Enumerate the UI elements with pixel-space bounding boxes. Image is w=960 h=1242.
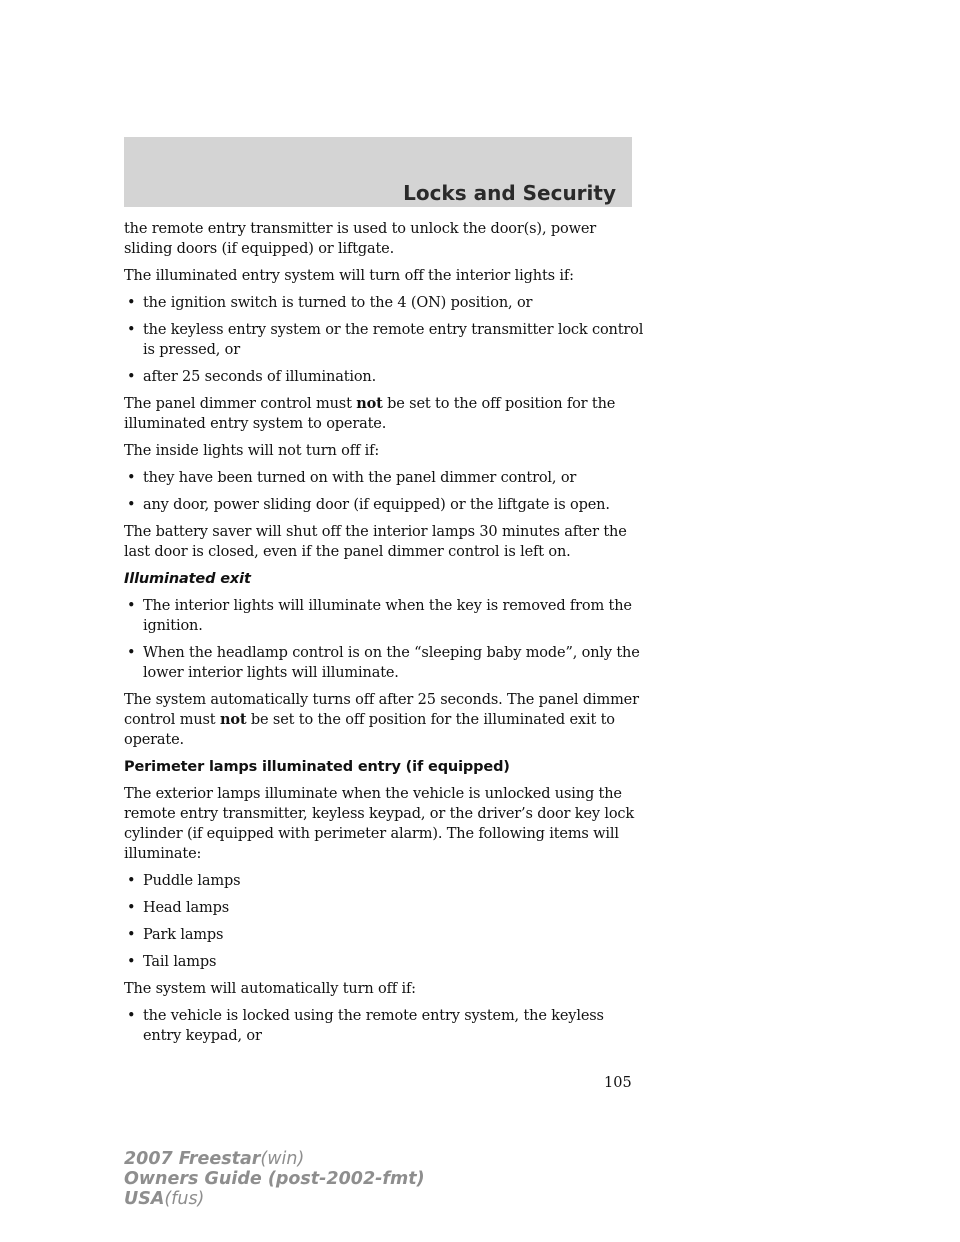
bullet-list	[124, 468, 644, 515]
footer	[124, 1149, 425, 1209]
section-title: Locks and Security	[403, 181, 616, 205]
list-item	[124, 367, 644, 387]
list-item-text: Puddle lamps	[143, 873, 241, 889]
bullet-list	[124, 1006, 644, 1046]
emphasis: not	[356, 395, 383, 412]
bullet-icon: •	[127, 873, 136, 889]
subheading: Illuminated exit	[124, 571, 251, 587]
list-item	[124, 871, 644, 891]
list-item	[124, 952, 644, 972]
list-item	[124, 320, 644, 360]
list-item-text: any door, power sliding door (if equipped) or the liftgate is open.	[143, 497, 610, 513]
bullet-list	[124, 293, 644, 387]
paragraph: The illuminated entry system will turn off the interior lights if:	[124, 268, 574, 284]
footer-line: USA(fus)	[124, 1189, 205, 1209]
paragraph: The inside lights will not turn off if:	[124, 443, 380, 459]
bullet-icon: •	[127, 322, 136, 338]
bullet-icon: •	[127, 470, 136, 486]
bullet-icon: •	[127, 1008, 136, 1024]
list-item-text: Tail lamps	[143, 954, 217, 970]
list-item	[124, 596, 644, 636]
bullet-icon: •	[127, 954, 136, 970]
list-item-text: the keyless entry system or the remote entry transmitter lock control is pressed, or	[143, 322, 644, 358]
bullet-icon: •	[127, 900, 136, 916]
bullet-icon: •	[127, 645, 136, 661]
list-item	[124, 495, 644, 515]
list-item-text: Park lamps	[143, 927, 224, 943]
list-item	[124, 293, 644, 313]
list-item-text: When the headlamp control is on the “sleeping baby mode”, only the lower interior lights will illuminate.	[143, 645, 640, 681]
list-item-text: Head lamps	[143, 900, 230, 916]
emphasis: not	[219, 711, 247, 728]
bullet-list	[124, 596, 644, 683]
paragraph: The battery saver will shut off the interior lamps 30 minutes after the last door is closed, even if the panel dimmer control is left on.	[124, 524, 627, 560]
paragraph: the remote entry transmitter is used to unlock the door(s), power sliding doors (if equipped) or liftgate.	[124, 221, 597, 257]
paragraph: The exterior lamps illuminate when the vehicle is unlocked using the remote entry transmitter, keyless keypad, or the driver’s door key lock cylinder (if equipped with perimeter alarm). The following items will illuminate:	[124, 786, 635, 862]
page-number: 105	[604, 1075, 632, 1091]
bullet-list	[124, 871, 644, 972]
list-item	[124, 1006, 644, 1046]
list-item-text: after 25 seconds of illumination.	[143, 369, 377, 385]
footer-line: Owners Guide (post-2002-fmt)	[124, 1169, 425, 1189]
list-item	[124, 468, 644, 488]
bullet-icon: •	[127, 927, 136, 943]
list-item	[124, 643, 644, 683]
list-item-text: the ignition switch is turned to the 4 (ON) position, or	[143, 295, 533, 311]
page-content	[124, 219, 644, 1053]
section-header-band	[124, 137, 632, 207]
paragraph: The system will automatically turn off if:	[124, 981, 416, 997]
list-item-text: they have been turned on with the panel dimmer control, or	[143, 470, 577, 486]
list-item	[124, 925, 644, 945]
subheading: Perimeter lamps illuminated entry (if equipped)	[124, 759, 510, 775]
bullet-icon: •	[127, 369, 136, 385]
paragraph: The system automatically turns off after 25 seconds. The panel dimmer control must not be set to the off position for the illuminated exit to operate.	[124, 692, 639, 748]
list-item-text: The interior lights will illuminate when the key is removed from the ignition.	[143, 598, 632, 634]
paragraph: The panel dimmer control must not be set to the off position for the illuminated entry system to operate.	[124, 395, 616, 432]
footer-line: 2007 Freestar(win)	[124, 1149, 305, 1169]
bullet-icon: •	[127, 598, 136, 614]
bullet-icon: •	[127, 295, 136, 311]
list-item-text: the vehicle is locked using the remote entry system, the keyless entry keypad, or	[143, 1008, 604, 1044]
bullet-icon: •	[127, 497, 136, 513]
list-item	[124, 898, 644, 918]
